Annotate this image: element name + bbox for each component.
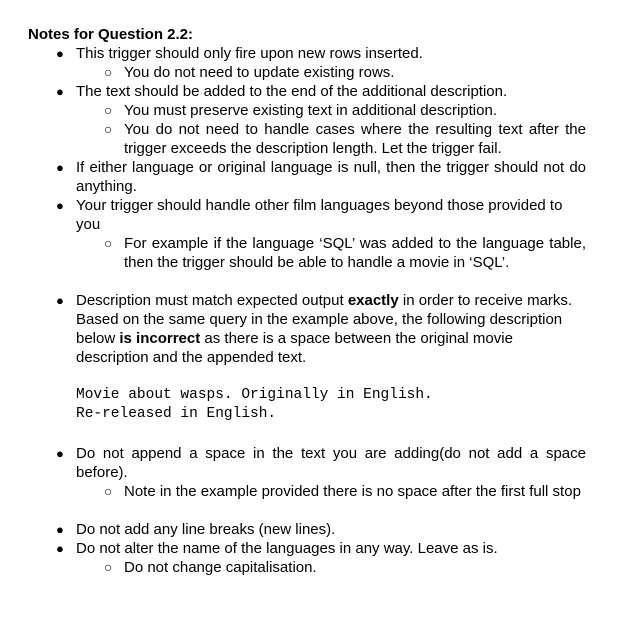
list-item-text: Do not append a space in the text you are adding(do not add a space before). [76,445,586,481]
list-item [56,196,586,234]
bullet-solid: ● [56,293,64,308]
list-item-text: If either language or original language is null, then the trigger should not do anything. [76,159,586,195]
bullet-solid: ● [56,46,64,61]
list-item-text: For example if the language ‘SQL’ was added to the language table, then the trigger should be able to handle a movie in ‘SQL’. [124,235,586,271]
list-item [56,539,586,558]
code-example-line-2: Re-released in English. [76,406,277,422]
bullet-solid: ● [56,198,64,213]
bullet-hollow: ○ [104,121,113,137]
sub-list-item [104,482,586,501]
list-item-text: Note in the example provided there is no space after the first full stop [124,483,581,500]
bullet-hollow: ○ [104,559,113,575]
list-item-text-part: as there is a space between the original movie description and the appended text. [76,330,513,366]
sub-list-item [104,101,586,120]
list-item-text: You do not need to handle cases where the resulting text after the trigger exceeds the description length. Let the trigger fail. [124,121,586,157]
list-item-text-part: Description must match expected output [76,292,348,309]
emphasis-exactly: exactly [347,292,399,309]
notes-heading: Notes for Question 2.2: [28,26,194,43]
sub-list-item [104,234,586,272]
list-item [56,44,586,63]
list-item [56,520,586,539]
bullet-solid: ● [56,446,64,461]
sub-list-item [104,63,586,82]
list-item [56,291,586,367]
list-item [56,82,586,101]
bullet-hollow: ○ [104,102,113,118]
list-item [56,158,586,196]
list-item-text: The text should be added to the end of the additional description. [76,83,508,100]
list-item-text: Do not add any line breaks (new lines). [76,521,336,538]
list-item-text: Your trigger should handle other film languages beyond those provided to you [76,197,563,233]
list-item-text: Do not alter the name of the languages in any way. Leave as is. [76,540,498,557]
emphasis-is-incorrect: is incorrect [119,330,201,347]
sub-list-item [104,120,586,158]
bullet-solid: ● [56,522,64,537]
list-item-text: You do not need to update existing rows. [124,64,395,81]
sub-list-item [104,558,586,577]
list-item-text: This trigger should only fire upon new rows inserted. [76,45,423,62]
bullet-solid: ● [56,541,64,556]
list-item-text-part: in order to receive marks. Based on the same query in the example above, the following description below [76,292,573,347]
bullet-solid: ● [56,160,64,175]
bullet-hollow: ○ [104,483,113,499]
bullet-solid: ● [56,84,64,99]
bullet-hollow: ○ [104,235,113,251]
list-item-text: Do not change capitalisation. [124,559,317,576]
bullet-hollow: ○ [104,64,113,80]
code-example-line-1: Movie about wasps. Originally in English. [76,387,433,403]
list-item-text: You must preserve existing text in additional description. [124,102,497,119]
list-item [56,444,586,482]
